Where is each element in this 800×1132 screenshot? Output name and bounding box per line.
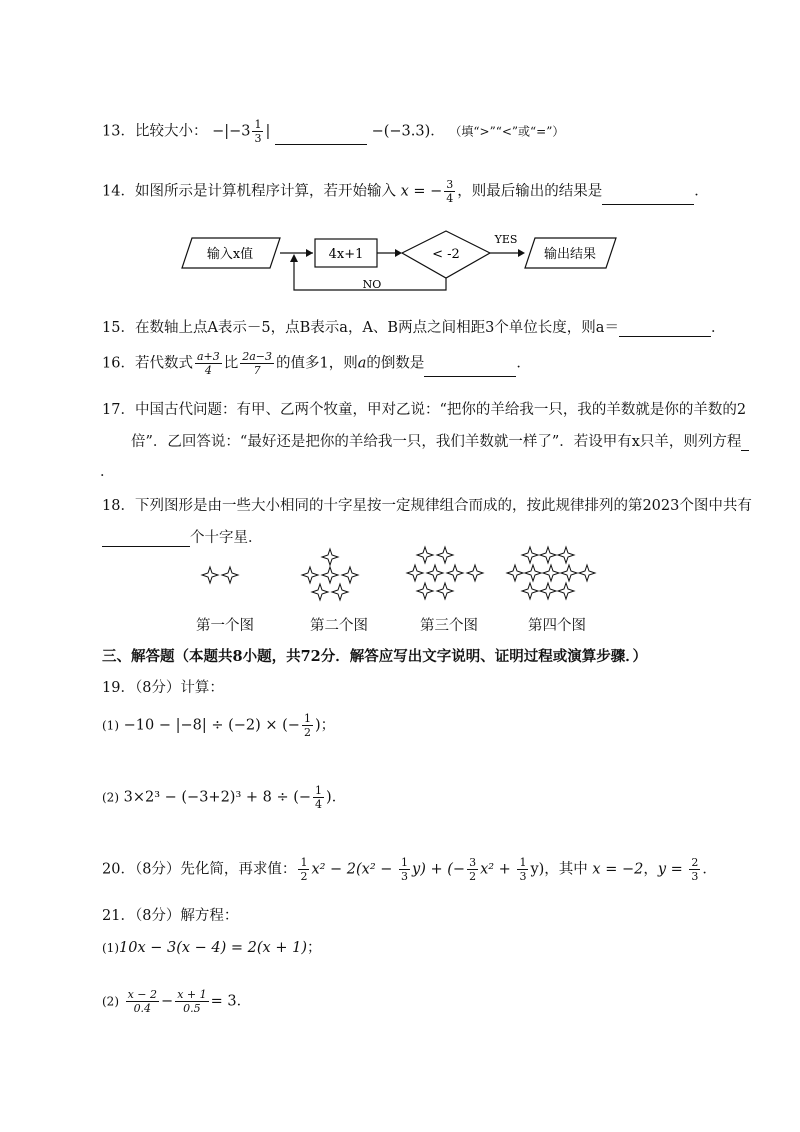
flow-process-label: 4x+1 <box>328 247 364 262</box>
q13-fraction: $\frac{1}{3}$ <box>254 118 262 145</box>
figure-4 <box>507 547 595 599</box>
q21-part-1: (1)10x − 3(x − 4) = 2(x + 1)； <box>102 940 322 956</box>
cross-star-icon <box>222 567 238 583</box>
flowchart <box>180 226 620 296</box>
figure-1 <box>202 567 238 583</box>
q17-answer-blank[interactable] <box>741 449 749 451</box>
question-13: 13．比较大小： −|−3 $\frac{1}{3}$ | −(−3.3)． （填“>”“<”或“=”） <box>102 118 565 145</box>
q15-text: 在数轴上点A表示－5，点B表示a，A、B两点之间相距3个单位长度，则a＝ <box>134 320 619 336</box>
q17-line2: 倍”．乙回答说：“最好还是把你的羊给我一只，我们羊数就一样了”．若设甲有x只羊，则列方程 <box>131 430 749 451</box>
cross-star-icon <box>558 547 574 563</box>
cross-star-icon <box>522 547 538 563</box>
star-figures <box>190 545 620 615</box>
cross-star-icon <box>332 584 348 600</box>
q19-number: 19． <box>102 680 135 696</box>
cross-star-icon <box>417 583 433 599</box>
q15-answer-blank[interactable] <box>619 335 711 337</box>
question-20: 20．（8分）先化简，再求值： $\frac{1}{2}$ x² − 2(x² − $\frac{1}{3}$ y) + (− $\frac{3}{2}$ x² + $\frac{1}{3}$ y)，其中 x = −2，y = $\frac{2}{3}$ ． <box>102 856 717 883</box>
q13-text: 比较大小： <box>134 123 208 140</box>
q15-number: 15． <box>102 320 135 336</box>
cross-star-icon <box>525 565 541 581</box>
cross-star-icon <box>322 567 338 583</box>
q18-number: 18． <box>102 498 135 514</box>
cross-star-icon <box>507 565 523 581</box>
q14-answer-blank[interactable] <box>602 203 694 205</box>
cross-star-icon <box>558 583 574 599</box>
cross-star-icon <box>322 549 338 565</box>
cross-star-icon <box>437 583 453 599</box>
q13-left-expr: −|−3 <box>212 123 251 140</box>
q13-number: 13． <box>102 123 135 140</box>
cross-star-icon <box>522 583 538 599</box>
question-17 <box>102 398 746 419</box>
caption-2: 第二个图 <box>310 618 368 634</box>
cross-star-icon <box>202 567 218 583</box>
q19-part-1: (1) −10 − |−8| ÷ (−2) × (− $\frac{1}{2}$ )； <box>102 712 336 739</box>
q14-x-eq: x = − <box>400 183 443 200</box>
question-16: 16．若代数式 $\frac{a+3}{4}$ 比 $\frac{2a-3}{7}$ 的值多1，则a的倒数是 ． <box>102 350 531 377</box>
cross-star-icon <box>447 565 463 581</box>
caption-3: 第三个图 <box>420 618 478 634</box>
figure-3 <box>407 547 483 599</box>
q14-text: 如图所示是计算机程序计算，若开始输入 <box>134 183 396 200</box>
question-21: 21．（8分）解方程： <box>102 908 239 924</box>
cross-star-icon <box>543 565 559 581</box>
cross-star-icon <box>302 567 318 583</box>
cross-star-icon <box>342 567 358 583</box>
q21-number: 21． <box>102 908 135 924</box>
q20-number: 20． <box>102 861 135 878</box>
question-14: 14．如图所示是计算机程序计算，若开始输入 x = − $\frac{3}{4}$ ，则最后输出的结果是 ． <box>102 178 709 205</box>
q14-tail: ，则最后输出的结果是 <box>457 183 603 200</box>
question-15: 15．在数轴上点A表示－5，点B表示a，A、B两点之间相距3个单位长度，则a＝ ． <box>102 320 726 336</box>
q18-answer-blank[interactable] <box>102 545 190 547</box>
q19-part-2: (2) 3×2³ − (−3+2)³ + 8 ÷ (− $\frac{1}{4}$ )． <box>102 784 347 811</box>
cross-star-icon <box>312 584 328 600</box>
q13-hint: （填“>”“<”或“=”） <box>449 124 565 139</box>
q16-fraction-1: $\frac{a+3}{4}$ <box>196 350 220 377</box>
question-18: 18．下列图形是由一些大小相同的十字星按一定规律组合而成的，按此规律排列的第2023个图中共有 <box>102 498 752 514</box>
q16-fraction-2: $\frac{2a-3}{7}$ <box>242 350 273 377</box>
cross-star-icon <box>540 547 556 563</box>
q18-line2: 个十字星． <box>102 526 263 547</box>
q16-answer-blank[interactable] <box>424 375 516 377</box>
cross-star-icon <box>417 547 433 563</box>
caption-4: 第四个图 <box>528 618 586 634</box>
cross-star-icon <box>437 547 453 563</box>
q13-answer-blank[interactable] <box>275 143 367 145</box>
q17-number: 17． <box>102 402 135 418</box>
caption-1: 第一个图 <box>196 618 254 634</box>
flow-input-label: 输入x值 <box>206 247 254 262</box>
flow-condition-label: < -2 <box>432 247 460 262</box>
section-3-heading: 三、解答题（本题共8小题，共72分．解答应写出文字说明、证明过程或演算步骤．） <box>102 648 648 665</box>
flow-no-label: NO <box>362 278 382 291</box>
q13-right-expr: −(−3.3)． <box>371 123 445 140</box>
flow-yes-label: YES <box>494 233 518 246</box>
cross-star-icon <box>561 565 577 581</box>
q14-number: 14． <box>102 183 135 200</box>
question-19: 19．（8分）计算： <box>102 680 224 696</box>
q21-part-2: (2) $\frac{x - 2}{0.4}$ − $\frac{x + 1}{0.5}$ = 3． <box>102 988 252 1015</box>
figure-2 <box>302 549 358 600</box>
q16-number: 16． <box>102 355 135 372</box>
cross-star-icon <box>407 565 423 581</box>
cross-star-icon <box>427 565 443 581</box>
q17-line3: ． <box>100 464 115 480</box>
cross-star-icon <box>467 565 483 581</box>
q17-line1: 中国古代问题：有甲、乙两个牧童，甲对乙说：“把你的羊给我一只，我的羊数就是你的羊数的2 <box>134 402 747 418</box>
cross-star-icon <box>540 583 556 599</box>
q14-fraction: $\frac{3}{4}$ <box>446 178 454 205</box>
flow-output-label: 输出结果 <box>543 247 597 262</box>
cross-star-icon <box>579 565 595 581</box>
